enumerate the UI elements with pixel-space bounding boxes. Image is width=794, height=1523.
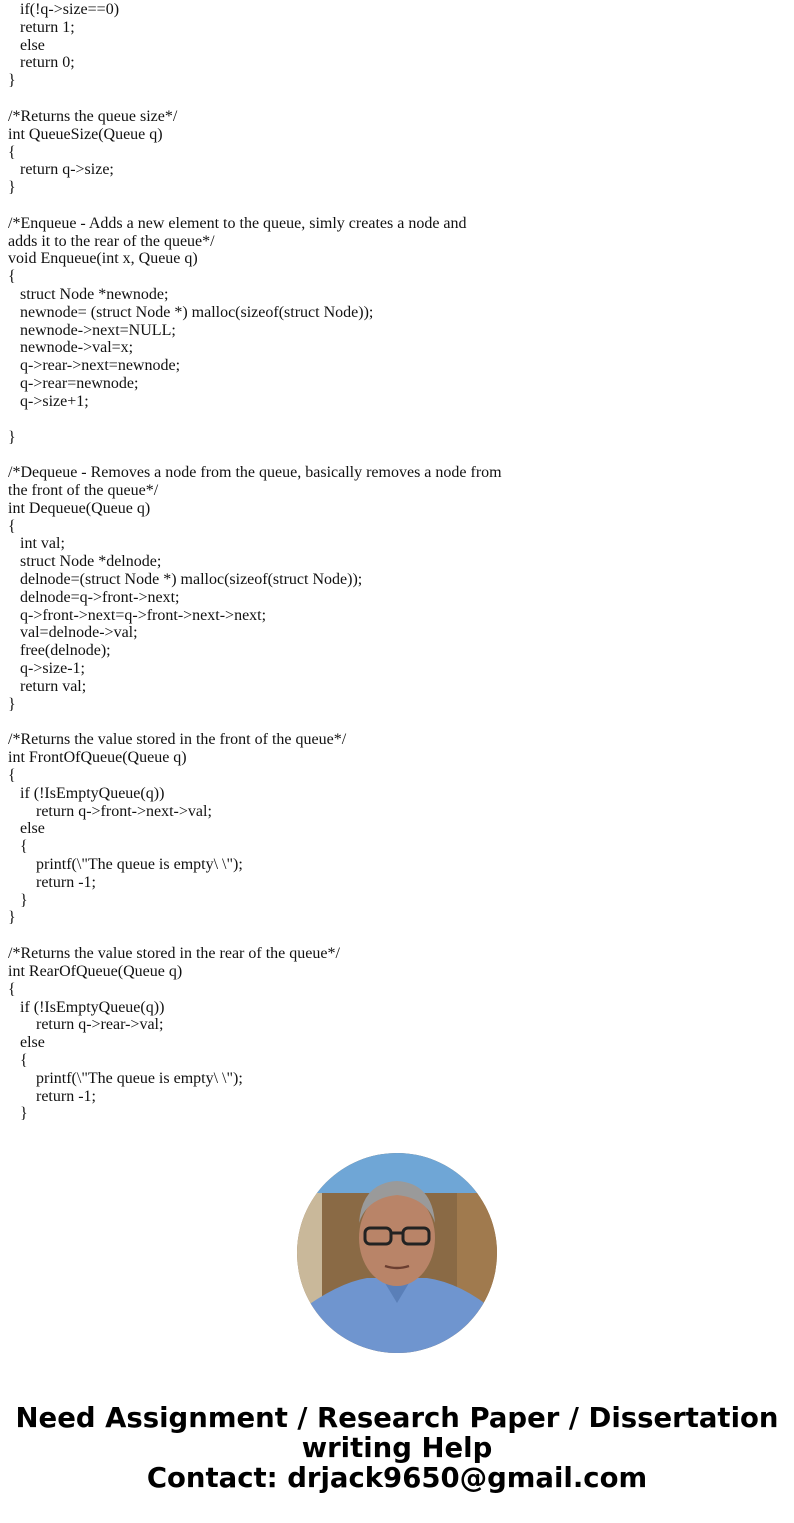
code-line: the front of the queue*/	[8, 481, 159, 499]
code-line: {	[8, 268, 16, 286]
code-line: /*Returns the value stored in the front of the queue*/	[8, 731, 347, 749]
code-line: val=delnode->val;	[20, 624, 138, 642]
code-line: return q->size;	[20, 161, 114, 179]
code-line: {	[8, 980, 16, 998]
code-line: q->size+1;	[20, 392, 89, 410]
code-line: struct Node *newnode;	[20, 286, 169, 303]
code-line: {	[20, 838, 28, 856]
code-line	[8, 714, 502, 732]
code-line: free(delnode);	[20, 642, 111, 660]
code-line: delnode=(struct Node *) malloc(sizeof(struct Node));	[20, 571, 363, 588]
code-line: return 0;	[20, 54, 75, 72]
code-line: }	[8, 72, 16, 90]
code-line: }	[20, 1105, 28, 1123]
code-line: return 1;	[20, 18, 75, 36]
code-line: }	[20, 891, 28, 909]
code-line: else	[20, 36, 45, 54]
code-line: return q->rear->val;	[36, 1016, 164, 1034]
code-line: newnode= (struct Node *) malloc(sizeof(struct Node));	[20, 303, 374, 321]
code-line	[8, 90, 502, 108]
code-line	[8, 411, 502, 429]
code-line	[8, 197, 502, 215]
code-line: q->rear=newnode;	[20, 375, 139, 393]
code-line: printf(\"The queue is empty\ \");	[36, 1069, 243, 1087]
code-line: int Dequeue(Queue q)	[8, 499, 151, 517]
code-line: {	[20, 1051, 28, 1069]
code-line: q->size-1;	[20, 660, 85, 678]
code-line	[8, 927, 502, 945]
code-line: return q->front->next->val;	[36, 802, 212, 820]
code-line: if (!IsEmptyQueue(q))	[20, 998, 165, 1016]
promo-contact: Contact: drjack9650@gmail.com	[146, 1462, 648, 1494]
code-line: }	[8, 695, 16, 713]
code-line: }	[8, 179, 16, 197]
code-line: /*Dequeue - Removes a node from the queue, basically removes a node from	[8, 464, 502, 482]
code-line: {	[8, 766, 16, 784]
code-line: {	[8, 143, 16, 161]
code-line: newnode->next=NULL;	[20, 321, 176, 339]
code-line: adds it to the rear of the queue*/	[8, 232, 215, 250]
code-line: {	[8, 517, 16, 535]
code-line: struct Node *delnode;	[20, 553, 162, 571]
code-line: else	[20, 1034, 45, 1052]
code-line: /*Enqueue - Adds a new element to the queue, simly creates a node and	[8, 214, 467, 232]
code-line: if (!IsEmptyQueue(q))	[20, 784, 165, 802]
code-line: int RearOfQueue(Queue q)	[8, 962, 183, 980]
code-line: int val;	[20, 535, 65, 553]
code-line: return val;	[20, 677, 87, 695]
code-line: /*Returns the value stored in the rear of the queue*/	[8, 945, 340, 963]
code-line: printf(\"The queue is empty\ \");	[36, 856, 243, 873]
code-line: return -1;	[36, 873, 96, 891]
code-line: if(!q->size==0)	[20, 1, 120, 18]
promo-banner	[0, 1403, 794, 1493]
code-line: q->front->next=q->front->next->next;	[20, 606, 267, 624]
code-line: else	[20, 820, 45, 838]
code-line: }	[8, 428, 16, 446]
code-line: void Enqueue(int x, Queue q)	[8, 250, 198, 268]
promo-headline: Need Assignment / Research Paper / Dissertation writing Help	[15, 1402, 779, 1464]
code-line: newnode->val=x;	[20, 339, 134, 357]
code-line: int FrontOfQueue(Queue q)	[8, 749, 187, 767]
code-line: q->rear->next=newnode;	[20, 357, 181, 375]
code-line: /*Returns the queue size*/	[8, 107, 178, 125]
code-line	[8, 446, 502, 464]
author-photo	[297, 1153, 497, 1353]
code-line: int QueueSize(Queue q)	[8, 125, 163, 143]
code-line: return -1;	[36, 1087, 96, 1105]
code-listing	[8, 1, 502, 1123]
code-line: }	[8, 909, 16, 927]
code-line: delnode=q->front->next;	[20, 588, 180, 606]
